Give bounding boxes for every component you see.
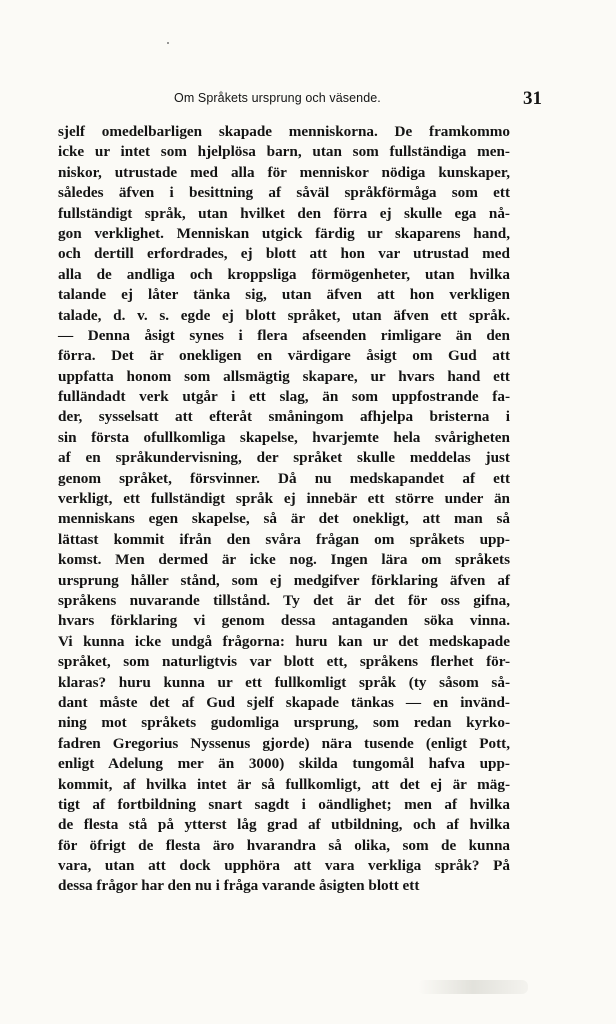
text-line: enligt Adelung mer än 3000) skilda tungomål hafva upp- [58, 755, 510, 773]
text-line: verkligt, ett fullständigt språk ej innebär ett större under än [58, 490, 510, 508]
text-line: gon verklighet. Menniskan utgick färdig ur skaparens hand, [58, 224, 510, 242]
page-number: 31 [523, 88, 542, 109]
text-line: niskor, utrustade med alla för menniskor nödiga kunskaper, [58, 163, 510, 181]
text-line: dessa frågor har den nu i fråga varande åsigten blott ett [58, 877, 420, 895]
text-line: fadren Gregorius Nyssenus gjorde) nära tusende (enligt Pott, [58, 734, 510, 752]
text-line: icke ur intet som hjelplösa barn, utan som fullständiga men- [58, 143, 510, 161]
scan-speck [167, 42, 169, 44]
text-line: — Denna åsigt synes i flera afseenden rimligare än den [58, 326, 510, 344]
text-line: klaras? huru kunna ur ett fullkomligt språk (ty såsom så- [58, 673, 510, 691]
text-line: menniskans egen skapelse, så är det onekligt, att man så [58, 510, 510, 528]
text-line: tigt af fortbildning snart sagdt i oändlighet; men af hvilka [58, 795, 510, 813]
text-line: för öfrigt de flesta äro hvarandra så olika, som de kunna [58, 836, 510, 854]
text-line: fulländadt verk utgår i ett slag, än som uppfostrande fa- [58, 388, 510, 406]
text-line: således äfven i besittning af såväl språkförmåga som ett [58, 184, 510, 202]
text-line: de flesta stå på ytterst låg grad af utbildning, och af hvilka [58, 816, 510, 834]
running-title: Om Språkets ursprung och väsende. [174, 91, 381, 105]
text-line: fullständigt språk, utan hvilket den förra ej skulle ega nå- [58, 204, 510, 222]
text-line: lättast kommit ifrån den svåra frågan om språkets upp- [58, 530, 510, 548]
text-line: Vi kunna icke undgå frågorna: huru kan ur det medskapade [58, 632, 510, 650]
scan-watermark [418, 980, 528, 994]
text-line: sjelf omedelbarligen skapade menniskorna. De framkommo [58, 123, 510, 140]
text-line: förra. Det är onekligen en värdigare åsigt om Gud att [58, 347, 510, 365]
text-line: språkens nuvarande tillstånd. Ty det är det för oss gifna, [58, 591, 510, 609]
body-text [58, 122, 510, 897]
page-header [58, 88, 542, 110]
text-line: ning mot språkets gudomliga ursprung, som redan kyrko- [58, 714, 510, 732]
text-line: dant måste det af Gud sjelf skapade tänkas — en invänd- [58, 693, 510, 711]
text-line: genom språket, försvinner. Då nu medskapandet af ett [58, 469, 510, 487]
text-line: af en språkundervisning, der språket skulle meddelas just [58, 449, 510, 467]
text-line: komst. Men dermed är icke nog. Ingen lära om språkets [58, 551, 510, 569]
text-line: och dertill erfordrades, ej blott att hon var utrustad med [58, 245, 510, 263]
text-line: der, sysselsatt att efteråt småningom afhjelpa bristerna i [58, 408, 510, 426]
text-line: ursprung håller stånd, som ej medgifver förklaring äfven af [58, 571, 510, 589]
text-line: talande ej låter tänka sig, utan äfven att hon verkligen [58, 286, 510, 304]
text-line: sin första ofullkomliga skapelse, hvarjemte hela svårigheten [58, 428, 510, 446]
text-line: språket, som naturligtvis var blott ett, språkens flerhet för- [58, 653, 510, 671]
text-line: uppfatta honom som allsmägtig skapare, ur hvars hand ett [58, 367, 510, 385]
text-line: hvars förklaring vi genom dessa antaganden söka vinna. [58, 612, 510, 630]
text-line: alla de andliga och kroppsliga förmögenheter, utan hvilka [58, 265, 510, 283]
text-line: vara, utan att dock upphöra att vara verkliga språk? På [58, 857, 510, 875]
text-line: talade, d. v. s. egde ej blott språket, utan äfven ett språk. [58, 306, 510, 324]
text-line: kommit, af hvilka intet är så fullkomligt, att det ej är mäg- [58, 775, 510, 793]
